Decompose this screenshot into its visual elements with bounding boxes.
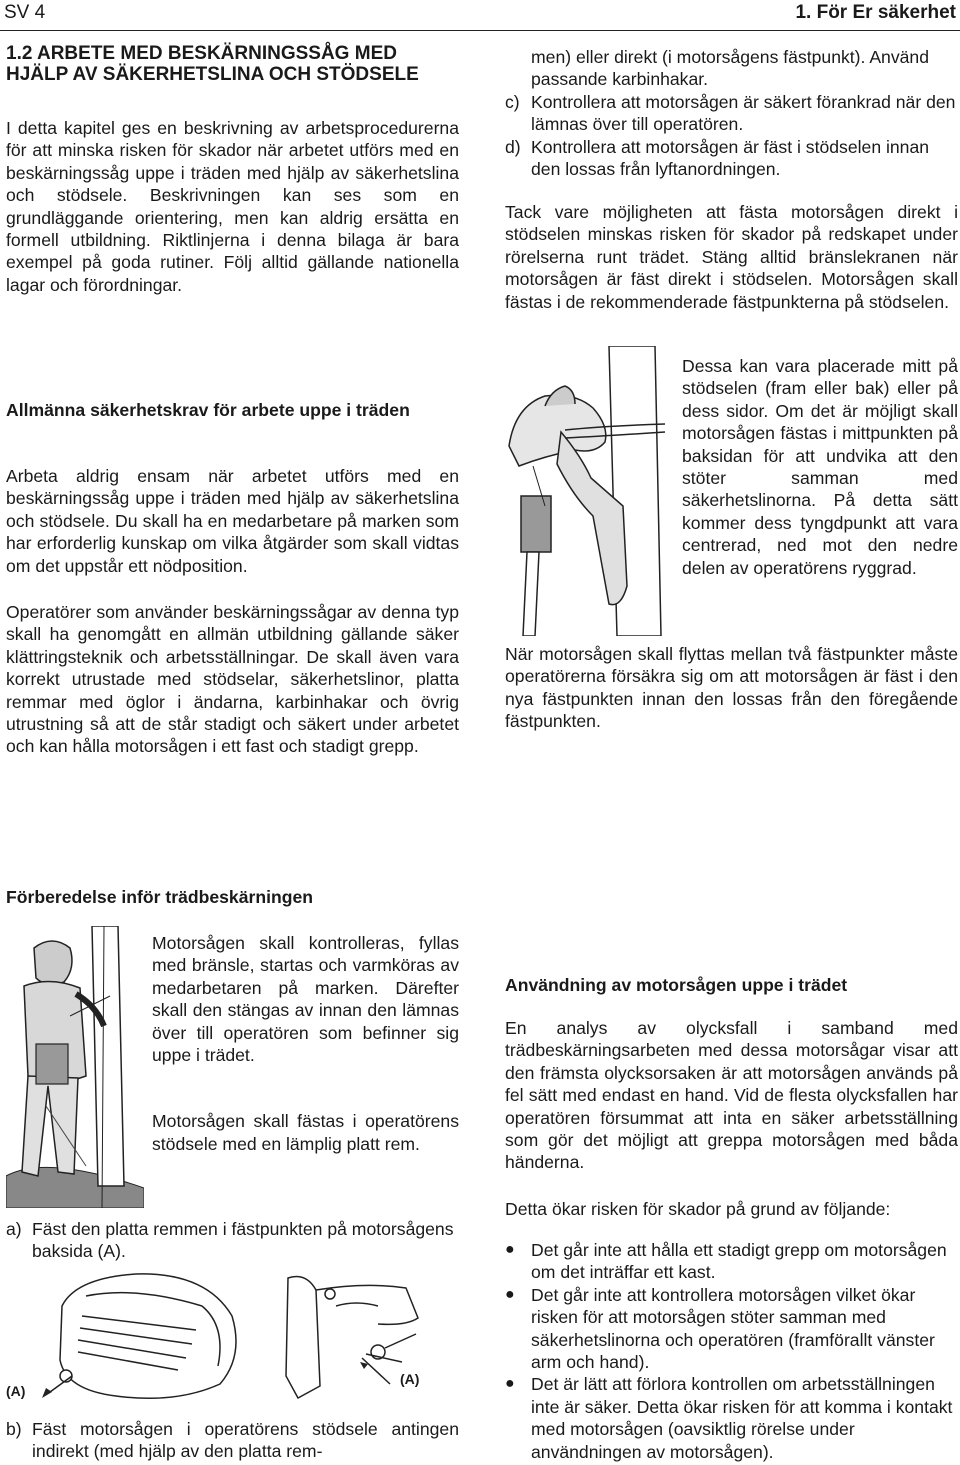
step-c-text: Kontrollera att motorsågen är säkert förankrad när den lämnas över till operatören. xyxy=(531,91,956,135)
step-c-marker: c) xyxy=(505,91,520,112)
usage-heading: Användning av motorsågen uppe i trädet xyxy=(505,975,848,995)
step-d-text: Kontrollera att motorsågen är fäst i stödselen innan den lossas från lyftanordningen. xyxy=(531,136,930,180)
harness-illustration xyxy=(505,346,681,636)
section-title: 1.2 ARBETE MED BESKÄRNINGSSÅG MED HJÄLP AV SÄKERHETSLINA OCH STÖDSELE xyxy=(6,43,419,85)
usage-paragraph-2: Detta ökar risken för skador på grund av följande: xyxy=(505,1198,891,1219)
general-heading: Allmänna säkerhetskrav för arbete uppe i träden xyxy=(6,400,410,420)
general-paragraph-2: Operatörer som använder beskärningssågar av denna typ skall ha genomgått en allmän utbildning gällande säker klättringsteknik och arbetsställningar. De skall även vara korrekt utrustade med stödselar, säkerhetslinor, platta remmar med öglor i ändarna, karbinhakar och övrig utrustning så att de står stadigt och säkert under arbetet och kan hålla motorsågen i ett fast och stadigt grepp. xyxy=(6,602,459,757)
prep-heading: Förberedelse inför trädbeskärningen xyxy=(6,887,313,907)
step-a-text: Fäst den platta remmen i fästpunkten på motorsågens baksida (A). xyxy=(32,1219,454,1262)
bullet-dot: ● xyxy=(505,1285,515,1303)
chapter-title: 1. För Er säkerhet xyxy=(795,2,956,23)
bullet-text: Det går inte att kontrollera motorsågen vilket ökar risken för att motorsågen stöter samman med säkerhetslinorna och operatören (framförallt vänster arm och hand). xyxy=(531,1284,935,1373)
bullet-text: Det är lätt att förlora kontrollen om arbetsställningen inte är säker. Detta ökar risken för att komma i kontakt med motorsågen (oavsiktlig rörelse under användningen av motorsågen). xyxy=(531,1374,953,1462)
prep-body xyxy=(152,932,459,1155)
bullet-text: Det går inte att hålla ett stadigt grepp om motorsågen om det inträffar ett kast. xyxy=(531,1240,947,1283)
bullet-dot: ● xyxy=(505,1375,515,1393)
bullet-item xyxy=(505,1373,958,1463)
step-b-continued: men) eller direkt (i motorsågens fästpunkt). Använd passande karbinhakar. xyxy=(531,47,929,90)
section-intro xyxy=(6,117,459,296)
usage-paragraph-1: En analys av olycksfall i samband med trädbeskärningsarbeten med dessa motorsågar visar att den främsta olycksorsaken är att motorsågen används på fel sätt med endast en hand. Vid de flesta olycksfallen har operatören försummat att inta en säker arbetsställning som gör det möjligt att greppa motorsågen med båda händerna. xyxy=(505,1018,958,1173)
step-d-marker: d) xyxy=(505,136,521,157)
figure-label-left: (A) xyxy=(6,1383,26,1399)
right-paragraph-2: Dessa kan vara placerade mitt på stödselen (fram eller bak) eller på dess sidor. Om det är möjligt skall motorsågen fästas i mittpunkten på baksidan för att undvika att den stöter samman med säkerhetslinorna. På detta sätt kommer dess tyngdpunkt att vara centrerad, ned mot den nedre delen av operatörens ryggrad. xyxy=(682,356,958,578)
bullet-item xyxy=(505,1239,958,1284)
step-b xyxy=(6,1418,459,1463)
bullet-dot: ● xyxy=(505,1241,515,1258)
chainsaw-attachment-figure xyxy=(6,1266,460,1408)
step-a-marker: a) xyxy=(6,1219,22,1239)
usage-body xyxy=(505,1017,958,1220)
step-b-marker: b) xyxy=(6,1419,22,1439)
climber-illustration xyxy=(6,926,144,1208)
right-continued xyxy=(505,46,958,180)
step-a xyxy=(6,1218,459,1263)
prep-paragraph-1: Motorsågen skall kontrolleras, fyllas med bränsle, startas och varmköras av medarbetaren på marken. Därefter skall den stängas av innan den lämnas över till operatören som befinner sig uppe i trädet. xyxy=(152,933,459,1066)
general-paragraph-1: Arbeta aldrig ensam när arbetet utförs med en beskärningssåg uppe i träden med hjälp av säkerhetslina och stödsele. Du skall ha en medarbetare på marken som har erforderlig kunskap om vilka åtgärder som skall vidtas om det uppstår ett nödposition. xyxy=(6,466,459,576)
right-paragraph-3: När motorsågen skall flyttas mellan två fästpunkter måste operatörerna försäkra sig om att motorsågen är fäst i den nya fästpunkten innan den lossas från den föregående fästpunkten. xyxy=(505,644,958,732)
right-paragraph-1: Tack vare möjligheten att fästa motorsågen direkt i stödselen minskas risken för skador på redskapet under rörelserna runt trädet. Stäng alltid bränslekranen när motorsågen är fäst direkt i stödselen. Motorsågen skall fästas i de rekommenderade fästpunkterna på stödselen. xyxy=(505,202,958,312)
intro-paragraph: I detta kapitel ges en beskrivning av arbetsprocedurerna för att minska risken för skador när arbetet utförs med en beskärningssåg uppe i träden med hjälp av säkerhetslina och stödsele. Beskrivningen kan ses som en grundläggande orientering, men kan aldrig ersätta en formell utbildning. Riktlinjerna i denna bilaga är bara exempel på goda rutiner. Följ alltid gällande nationella lagar och förordningar. xyxy=(6,118,459,295)
usage-bullets xyxy=(505,1239,958,1463)
header-rule xyxy=(0,30,960,31)
page-label: SV 4 xyxy=(4,2,46,23)
general-body xyxy=(6,465,459,758)
bullet-item xyxy=(505,1284,958,1374)
figure-label-right: (A) xyxy=(400,1371,420,1387)
prep-paragraph-2: Motorsågen skall fästas i operatörens stödsele med en lämplig platt rem. xyxy=(152,1111,459,1154)
step-b-text: Fäst motorsågen i operatörens stödsele antingen indirekt (med hjälp av den platta rem- xyxy=(32,1419,459,1462)
